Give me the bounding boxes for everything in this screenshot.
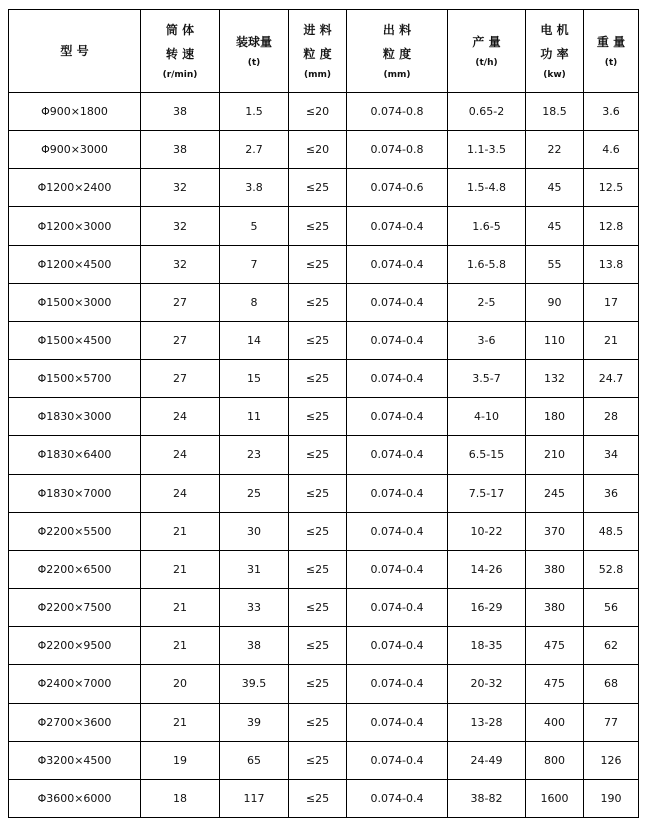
table-row xyxy=(9,474,639,512)
header-discharge-size-line: 粒 度 xyxy=(382,47,412,61)
cell-model: Φ1500×5700 xyxy=(9,360,141,398)
cell-weight: 21 xyxy=(584,321,639,359)
cell-capacity: 4-10 xyxy=(448,398,526,436)
cell-motor-power: 370 xyxy=(526,512,584,550)
cell-model: Φ1830×3000 xyxy=(9,398,141,436)
cell-ball-load: 14 xyxy=(220,321,289,359)
cell-discharge-size: 0.074-0.4 xyxy=(347,512,448,550)
cell-motor-power: 380 xyxy=(526,550,584,588)
cell-capacity: 7.5-17 xyxy=(448,474,526,512)
cell-feed-size: ≤25 xyxy=(289,512,347,550)
cell-speed: 19 xyxy=(141,741,220,779)
cell-discharge-size: 0.074-0.4 xyxy=(347,398,448,436)
cell-motor-power: 45 xyxy=(526,207,584,245)
table-row xyxy=(9,207,639,245)
cell-capacity: 24-49 xyxy=(448,741,526,779)
cell-weight: 28 xyxy=(584,398,639,436)
cell-motor-power: 18.5 xyxy=(526,93,584,131)
cell-model: Φ2200×7500 xyxy=(9,589,141,627)
table-row xyxy=(9,245,639,283)
cell-capacity: 20-32 xyxy=(448,665,526,703)
cell-speed: 18 xyxy=(141,779,220,817)
cell-model: Φ1830×7000 xyxy=(9,474,141,512)
header-capacity-line: 产 量 xyxy=(472,35,501,49)
header-motor-power-line: 功 率 xyxy=(540,47,569,61)
cell-weight: 68 xyxy=(584,665,639,703)
cell-discharge-size: 0.074-0.4 xyxy=(347,589,448,627)
cell-capacity: 1.1-3.5 xyxy=(448,131,526,169)
cell-motor-power: 400 xyxy=(526,703,584,741)
cell-discharge-size: 0.074-0.4 xyxy=(347,627,448,665)
cell-feed-size: ≤25 xyxy=(289,550,347,588)
cell-feed-size: ≤25 xyxy=(289,665,347,703)
cell-motor-power: 110 xyxy=(526,321,584,359)
cell-capacity: 0.65-2 xyxy=(448,93,526,131)
cell-model: Φ1200×4500 xyxy=(9,245,141,283)
cell-weight: 17 xyxy=(584,283,639,321)
cell-motor-power: 210 xyxy=(526,436,584,474)
cell-model: Φ2700×3600 xyxy=(9,703,141,741)
cell-discharge-size: 0.074-0.4 xyxy=(347,321,448,359)
cell-ball-load: 23 xyxy=(220,436,289,474)
cell-ball-load: 25 xyxy=(220,474,289,512)
cell-weight: 190 xyxy=(584,779,639,817)
cell-capacity: 6.5-15 xyxy=(448,436,526,474)
cell-feed-size: ≤25 xyxy=(289,321,347,359)
table-row xyxy=(9,512,639,550)
cell-feed-size: ≤20 xyxy=(289,131,347,169)
cell-capacity: 14-26 xyxy=(448,550,526,588)
cell-model: Φ2400×7000 xyxy=(9,665,141,703)
header-capacity xyxy=(448,10,526,93)
cell-weight: 13.8 xyxy=(584,245,639,283)
cell-ball-load: 30 xyxy=(220,512,289,550)
table-row xyxy=(9,360,639,398)
table-row xyxy=(9,741,639,779)
cell-model: Φ1500×4500 xyxy=(9,321,141,359)
cell-motor-power: 45 xyxy=(526,169,584,207)
cell-weight: 48.5 xyxy=(584,512,639,550)
table-row xyxy=(9,169,639,207)
cell-discharge-size: 0.074-0.4 xyxy=(347,245,448,283)
cell-speed: 32 xyxy=(141,245,220,283)
table-row xyxy=(9,665,639,703)
header-motor-power-unit: (kw) xyxy=(543,70,566,80)
cell-weight: 36 xyxy=(584,474,639,512)
cell-speed: 24 xyxy=(141,398,220,436)
table-header xyxy=(9,10,639,93)
cell-speed: 24 xyxy=(141,436,220,474)
cell-weight: 4.6 xyxy=(584,131,639,169)
cell-feed-size: ≤25 xyxy=(289,741,347,779)
cell-capacity: 1.6-5.8 xyxy=(448,245,526,283)
header-ball-load-line: 装球量 xyxy=(235,35,272,49)
header-motor-power xyxy=(526,10,584,93)
cell-speed: 27 xyxy=(141,283,220,321)
cell-capacity: 10-22 xyxy=(448,512,526,550)
cell-weight: 3.6 xyxy=(584,93,639,131)
cell-capacity: 3.5-7 xyxy=(448,360,526,398)
header-weight-unit: (t) xyxy=(604,58,618,68)
table-body xyxy=(9,93,639,818)
cell-motor-power: 380 xyxy=(526,589,584,627)
cell-model: Φ3200×4500 xyxy=(9,741,141,779)
cell-ball-load: 3.8 xyxy=(220,169,289,207)
cell-feed-size: ≤25 xyxy=(289,207,347,245)
cell-ball-load: 8 xyxy=(220,283,289,321)
cell-motor-power: 22 xyxy=(526,131,584,169)
header-speed-unit: (r/min) xyxy=(162,70,198,80)
cell-capacity: 18-35 xyxy=(448,627,526,665)
cell-model: Φ900×3000 xyxy=(9,131,141,169)
cell-feed-size: ≤25 xyxy=(289,398,347,436)
cell-motor-power: 90 xyxy=(526,283,584,321)
header-ball-load xyxy=(220,10,289,93)
cell-speed: 21 xyxy=(141,627,220,665)
header-feed-size-unit: (mm) xyxy=(304,70,331,80)
cell-ball-load: 2.7 xyxy=(220,131,289,169)
cell-model: Φ900×1800 xyxy=(9,93,141,131)
cell-speed: 27 xyxy=(141,321,220,359)
cell-feed-size: ≤25 xyxy=(289,436,347,474)
cell-ball-load: 33 xyxy=(220,589,289,627)
cell-feed-size: ≤25 xyxy=(289,703,347,741)
cell-speed: 21 xyxy=(141,550,220,588)
header-capacity-unit: (t/h) xyxy=(475,58,498,68)
cell-feed-size: ≤25 xyxy=(289,779,347,817)
cell-model: Φ2200×6500 xyxy=(9,550,141,588)
cell-feed-size: ≤20 xyxy=(289,93,347,131)
table-row xyxy=(9,436,639,474)
cell-model: Φ2200×5500 xyxy=(9,512,141,550)
cell-feed-size: ≤25 xyxy=(289,283,347,321)
cell-model: Φ2200×9500 xyxy=(9,627,141,665)
cell-discharge-size: 0.074-0.4 xyxy=(347,474,448,512)
cell-capacity: 3-6 xyxy=(448,321,526,359)
cell-discharge-size: 0.074-0.4 xyxy=(347,741,448,779)
cell-capacity: 2-5 xyxy=(448,283,526,321)
cell-speed: 32 xyxy=(141,207,220,245)
header-feed-size-line: 粒 度 xyxy=(303,47,332,61)
cell-weight: 126 xyxy=(584,741,639,779)
cell-weight: 24.7 xyxy=(584,360,639,398)
cell-capacity: 38-82 xyxy=(448,779,526,817)
cell-discharge-size: 0.074-0.4 xyxy=(347,550,448,588)
cell-speed: 27 xyxy=(141,360,220,398)
cell-feed-size: ≤25 xyxy=(289,360,347,398)
header-ball-load-unit: (t) xyxy=(247,58,261,68)
cell-speed: 38 xyxy=(141,93,220,131)
cell-weight: 62 xyxy=(584,627,639,665)
cell-discharge-size: 0.074-0.4 xyxy=(347,703,448,741)
cell-discharge-size: 0.074-0.4 xyxy=(347,360,448,398)
cell-ball-load: 11 xyxy=(220,398,289,436)
cell-discharge-size: 0.074-0.8 xyxy=(347,131,448,169)
cell-motor-power: 1600 xyxy=(526,779,584,817)
cell-capacity: 13-28 xyxy=(448,703,526,741)
cell-motor-power: 800 xyxy=(526,741,584,779)
cell-discharge-size: 0.074-0.4 xyxy=(347,283,448,321)
table-row xyxy=(9,131,639,169)
cell-model: Φ1830×6400 xyxy=(9,436,141,474)
cell-ball-load: 39 xyxy=(220,703,289,741)
cell-weight: 34 xyxy=(584,436,639,474)
cell-weight: 52.8 xyxy=(584,550,639,588)
header-feed-size xyxy=(289,10,347,93)
cell-ball-load: 31 xyxy=(220,550,289,588)
cell-ball-load: 38 xyxy=(220,627,289,665)
cell-ball-load: 15 xyxy=(220,360,289,398)
header-model-line: 型 号 xyxy=(60,44,89,58)
cell-feed-size: ≤25 xyxy=(289,245,347,283)
header-weight xyxy=(584,10,639,93)
cell-speed: 38 xyxy=(141,131,220,169)
table-row xyxy=(9,779,639,817)
cell-motor-power: 475 xyxy=(526,627,584,665)
cell-model: Φ3600×6000 xyxy=(9,779,141,817)
cell-motor-power: 55 xyxy=(526,245,584,283)
cell-feed-size: ≤25 xyxy=(289,627,347,665)
cell-discharge-size: 0.074-0.8 xyxy=(347,93,448,131)
cell-discharge-size: 0.074-0.4 xyxy=(347,665,448,703)
cell-weight: 12.8 xyxy=(584,207,639,245)
table-row xyxy=(9,283,639,321)
cell-feed-size: ≤25 xyxy=(289,169,347,207)
cell-speed: 32 xyxy=(141,169,220,207)
cell-discharge-size: 0.074-0.4 xyxy=(347,779,448,817)
header-discharge-size xyxy=(347,10,448,93)
cell-speed: 24 xyxy=(141,474,220,512)
header-discharge-size-line: 出 料 xyxy=(382,23,412,37)
cell-feed-size: ≤25 xyxy=(289,474,347,512)
table-row xyxy=(9,321,639,359)
cell-speed: 21 xyxy=(141,589,220,627)
table-row xyxy=(9,550,639,588)
cell-discharge-size: 0.074-0.6 xyxy=(347,169,448,207)
cell-ball-load: 7 xyxy=(220,245,289,283)
spec-table xyxy=(8,9,639,818)
cell-model: Φ1200×3000 xyxy=(9,207,141,245)
cell-weight: 77 xyxy=(584,703,639,741)
cell-capacity: 1.6-5 xyxy=(448,207,526,245)
cell-weight: 12.5 xyxy=(584,169,639,207)
cell-ball-load: 1.5 xyxy=(220,93,289,131)
cell-feed-size: ≤25 xyxy=(289,589,347,627)
table-row xyxy=(9,703,639,741)
cell-model: Φ1500×3000 xyxy=(9,283,141,321)
cell-ball-load: 5 xyxy=(220,207,289,245)
cell-motor-power: 132 xyxy=(526,360,584,398)
header-speed-line: 转 速 xyxy=(165,47,195,61)
cell-discharge-size: 0.074-0.4 xyxy=(347,207,448,245)
header-discharge-size-unit: (mm) xyxy=(383,70,411,80)
table-row xyxy=(9,398,639,436)
header-speed-line: 筒 体 xyxy=(165,23,195,37)
cell-motor-power: 475 xyxy=(526,665,584,703)
cell-motor-power: 245 xyxy=(526,474,584,512)
table-row xyxy=(9,93,639,131)
header-model xyxy=(9,10,141,93)
cell-discharge-size: 0.074-0.4 xyxy=(347,436,448,474)
header-feed-size-line: 进 料 xyxy=(303,23,332,37)
header-weight-line: 重 量 xyxy=(596,35,626,49)
cell-weight: 56 xyxy=(584,589,639,627)
header-speed xyxy=(141,10,220,93)
cell-ball-load: 117 xyxy=(220,779,289,817)
cell-speed: 21 xyxy=(141,703,220,741)
cell-speed: 20 xyxy=(141,665,220,703)
header-row xyxy=(9,10,639,93)
table-row xyxy=(9,627,639,665)
table-row xyxy=(9,589,639,627)
header-motor-power-line: 电 机 xyxy=(540,23,569,37)
cell-motor-power: 180 xyxy=(526,398,584,436)
cell-speed: 21 xyxy=(141,512,220,550)
cell-ball-load: 65 xyxy=(220,741,289,779)
cell-capacity: 1.5-4.8 xyxy=(448,169,526,207)
cell-capacity: 16-29 xyxy=(448,589,526,627)
cell-model: Φ1200×2400 xyxy=(9,169,141,207)
cell-ball-load: 39.5 xyxy=(220,665,289,703)
